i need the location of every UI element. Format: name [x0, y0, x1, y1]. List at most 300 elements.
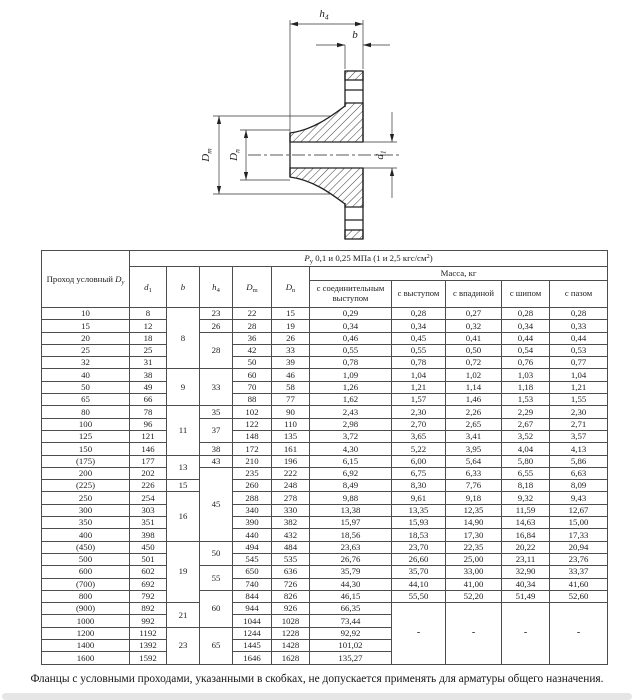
cell-d1: 177: [130, 455, 167, 467]
cell-dy: 1200: [42, 627, 130, 639]
cell-d1: 25: [130, 344, 167, 356]
cell-mass-conn: 0,55: [310, 344, 392, 356]
table-row: [42, 529, 608, 541]
cell-mass-ship: 32,90: [502, 566, 550, 578]
cell-h4: 26: [200, 320, 233, 332]
col-header-ship: с шипом: [502, 281, 550, 308]
cell-dy: (175): [42, 455, 130, 467]
cell-mass-ship: 9,32: [502, 492, 550, 504]
cell-mass-conn: 35,79: [310, 566, 392, 578]
cell-mass-ship: 11,59: [502, 504, 550, 516]
flange-rim-bottom: [345, 230, 363, 239]
cell-b: 19: [167, 541, 200, 602]
cell-dm: 50: [233, 357, 272, 369]
cell-dn: 19: [272, 320, 310, 332]
cell-dm: 148: [233, 430, 272, 442]
cell-mass-vystup: 35,70: [392, 566, 446, 578]
label-d1: $d_1$: [374, 150, 388, 160]
col-header-b: b: [167, 267, 200, 308]
arrow: [290, 22, 298, 26]
cell-dn: 636: [272, 566, 310, 578]
cell-dm: 235: [233, 467, 272, 479]
cell-mass-conn: 0,29: [310, 308, 392, 320]
cell-mass-vpadina: 1,14: [446, 381, 502, 393]
cell-dy: 10: [42, 308, 130, 320]
mass-header: Масса, кг: [310, 267, 608, 281]
cell-mass-vystup: 1,21: [392, 381, 446, 393]
cell-d1: 18: [130, 332, 167, 344]
cell-h4: 38: [200, 443, 233, 455]
cell-mass-conn: 18,56: [310, 529, 392, 541]
cell-mass-vystup: 0,28: [392, 308, 446, 320]
cell-dy: 250: [42, 492, 130, 504]
cell-mass-ship: 20,22: [502, 541, 550, 553]
cell-mass-vpadina: 0,27: [446, 308, 502, 320]
table-row: [42, 381, 608, 393]
cell-b: 9: [167, 369, 200, 406]
table-row: [42, 344, 608, 356]
cell-d1: 792: [130, 590, 167, 602]
cell-mass-ship: 1,18: [502, 381, 550, 393]
cell-mass-ship: 4,04: [502, 443, 550, 455]
cell-dn: 432: [272, 529, 310, 541]
cell-b: 8: [167, 308, 200, 369]
cell-mass-vystup: 0,78: [392, 357, 446, 369]
cell-mass-vpadina: -: [446, 603, 502, 664]
cell-d1: 66: [130, 394, 167, 406]
cell-mass-vpadina: 9,18: [446, 492, 502, 504]
cell-d1: 1392: [130, 640, 167, 652]
cell-mass-conn: 2,98: [310, 418, 392, 430]
cell-h4: 33: [200, 369, 233, 406]
arrow: [244, 172, 248, 180]
cell-d1: 226: [130, 480, 167, 492]
cell-mass-conn: 1,26: [310, 381, 392, 393]
cell-dm: 260: [233, 480, 272, 492]
cell-dn: 248: [272, 480, 310, 492]
cell-h4: 65: [200, 627, 233, 664]
cell-dy: 20: [42, 332, 130, 344]
cell-mass-vpadina: 2,26: [446, 406, 502, 418]
footnote: Фланцы с условными проходами, указанными в скобках, не допускается применять для арматуры общего назначения.: [30, 673, 604, 685]
cell-mass-paz: 17,33: [550, 529, 608, 541]
cell-dm: 28: [233, 320, 272, 332]
cell-d1: 450: [130, 541, 167, 553]
cell-d1: 692: [130, 578, 167, 590]
cell-d1: 8: [130, 308, 167, 320]
cell-mass-paz: 0,28: [550, 308, 608, 320]
cell-dy: 200: [42, 467, 130, 479]
cell-h4: 37: [200, 418, 233, 443]
cell-dy: 150: [42, 443, 130, 455]
col-header-dy: Проход условный $D_у$: [42, 251, 130, 308]
cell-mass-ship: 2,29: [502, 406, 550, 418]
cell-dy: 40: [42, 369, 130, 381]
cell-mass-vpadina: 0,72: [446, 357, 502, 369]
cell-mass-vpadina: 22,35: [446, 541, 502, 553]
cell-d1: 78: [130, 406, 167, 418]
cell-mass-paz: 2,71: [550, 418, 608, 430]
table-row: [42, 455, 608, 467]
cell-dm: 88: [233, 394, 272, 406]
arrow: [217, 186, 221, 194]
cell-mass-conn: 1,09: [310, 369, 392, 381]
cell-dm: 102: [233, 406, 272, 418]
flange-dimensions-table: [41, 250, 608, 665]
cell-mass-paz: 0,44: [550, 332, 608, 344]
cell-mass-conn: 0,34: [310, 320, 392, 332]
cell-dn: 726: [272, 578, 310, 590]
cell-dn: 58: [272, 381, 310, 393]
cell-b: 15: [167, 480, 200, 492]
table-row: [42, 553, 608, 565]
cell-mass-vpadina: 6,33: [446, 467, 502, 479]
cell-mass-conn: 66,35: [310, 603, 392, 615]
cell-dn: 382: [272, 517, 310, 529]
label-h4: $h_4$: [319, 8, 329, 22]
cell-dn: 90: [272, 406, 310, 418]
table-row: [42, 566, 608, 578]
page-bottom-shadow: [2, 693, 632, 700]
cell-dy: 1600: [42, 652, 130, 664]
cell-mass-conn: 0,78: [310, 357, 392, 369]
cell-mass-paz: 12,67: [550, 504, 608, 516]
cell-mass-vystup: 9,61: [392, 492, 446, 504]
cell-dn: 926: [272, 603, 310, 615]
cell-dn: 15: [272, 308, 310, 320]
cell-mass-conn: 92,92: [310, 627, 392, 639]
cell-mass-paz: 52,60: [550, 590, 608, 602]
cell-mass-vystup: 0,34: [392, 320, 446, 332]
arrow: [390, 134, 394, 142]
cell-mass-paz: 23,76: [550, 553, 608, 565]
cell-dm: 122: [233, 418, 272, 430]
table-row: [42, 369, 608, 381]
cell-dn: 278: [272, 492, 310, 504]
cell-dn: 484: [272, 541, 310, 553]
cell-h4: 35: [200, 406, 233, 418]
table-row: [42, 430, 608, 442]
cell-dm: 740: [233, 578, 272, 590]
cell-mass-vystup: 3,65: [392, 430, 446, 442]
cell-dy: 600: [42, 566, 130, 578]
cell-dm: 340: [233, 504, 272, 516]
cell-d1: 303: [130, 504, 167, 516]
cell-mass-vpadina: 25,00: [446, 553, 502, 565]
table-row: [42, 467, 608, 479]
cell-mass-vystup: 26,60: [392, 553, 446, 565]
table-row: [42, 603, 608, 615]
cell-mass-vpadina: 0,50: [446, 344, 502, 356]
cell-mass-conn: 101,02: [310, 640, 392, 652]
cell-mass-conn: 6,15: [310, 455, 392, 467]
cell-d1: 12: [130, 320, 167, 332]
cell-b: 21: [167, 603, 200, 628]
cell-dy: 15: [42, 320, 130, 332]
cell-b: 11: [167, 406, 200, 455]
flange-table-wrap: [41, 250, 608, 665]
cell-d1: 96: [130, 418, 167, 430]
cell-mass-paz: 0,77: [550, 357, 608, 369]
cell-mass-ship: 0,54: [502, 344, 550, 356]
cell-dm: 172: [233, 443, 272, 455]
cell-h4: 28: [200, 332, 233, 369]
cell-dy: 350: [42, 517, 130, 529]
arrow: [337, 43, 345, 47]
cell-mass-paz: 1,55: [550, 394, 608, 406]
cell-d1: 1192: [130, 627, 167, 639]
cell-dn: 135: [272, 430, 310, 442]
table-row: [42, 492, 608, 504]
cell-mass-paz: 20,94: [550, 541, 608, 553]
cell-mass-ship: 14,63: [502, 517, 550, 529]
flange-section-upper: [290, 103, 363, 142]
cell-dn: 1028: [272, 615, 310, 627]
cell-mass-ship: 23,11: [502, 553, 550, 565]
label-dn: $D_n$: [228, 149, 242, 161]
table-row: [42, 443, 608, 455]
cell-dy: 300: [42, 504, 130, 516]
cell-dm: 390: [233, 517, 272, 529]
cell-mass-conn: 23,63: [310, 541, 392, 553]
cell-d1: 1592: [130, 652, 167, 664]
cell-dy: (225): [42, 480, 130, 492]
table-row: [42, 541, 608, 553]
flange-section-lower: [290, 168, 363, 207]
cell-mass-conn: 9,88: [310, 492, 392, 504]
cell-mass-vystup: 1,57: [392, 394, 446, 406]
cell-dy: 80: [42, 406, 130, 418]
cell-dn: 826: [272, 590, 310, 602]
cell-mass-vpadina: 3,41: [446, 430, 502, 442]
cell-mass-paz: 1,04: [550, 369, 608, 381]
cell-mass-conn: 8,49: [310, 480, 392, 492]
table-body: [42, 308, 608, 665]
arrow: [355, 22, 363, 26]
cell-mass-vpadina: 17,30: [446, 529, 502, 541]
cell-mass-vpadina: 12,35: [446, 504, 502, 516]
cell-dy: 400: [42, 529, 130, 541]
cell-dy: 500: [42, 553, 130, 565]
cell-mass-ship: 51,49: [502, 590, 550, 602]
dim-b: [316, 45, 390, 69]
cell-mass-vystup: 6,75: [392, 467, 446, 479]
cell-mass-conn: 15,97: [310, 517, 392, 529]
arrow: [390, 168, 394, 176]
cell-dn: 330: [272, 504, 310, 516]
cell-d1: 49: [130, 381, 167, 393]
col-header-vystup: с выступом: [392, 281, 446, 308]
cell-mass-vpadina: 3,95: [446, 443, 502, 455]
cell-dn: 46: [272, 369, 310, 381]
cell-mass-vystup: 0,45: [392, 332, 446, 344]
col-header-dn: $D_n$: [272, 267, 310, 308]
cell-mass-paz: 3,57: [550, 430, 608, 442]
cell-dm: 944: [233, 603, 272, 615]
cell-dn: 1228: [272, 627, 310, 639]
cell-mass-conn: 44,30: [310, 578, 392, 590]
cell-mass-ship: 0,34: [502, 320, 550, 332]
cell-mass-ship: 2,67: [502, 418, 550, 430]
cell-h4: 50: [200, 541, 233, 566]
cell-d1: 351: [130, 517, 167, 529]
cell-dn: 1428: [272, 640, 310, 652]
cell-dm: 650: [233, 566, 272, 578]
cell-mass-vystup: 6,00: [392, 455, 446, 467]
cell-mass-vystup: 23,70: [392, 541, 446, 553]
cell-mass-paz: 0,33: [550, 320, 608, 332]
cell-dy: 32: [42, 357, 130, 369]
cell-mass-conn: 73,44: [310, 615, 392, 627]
cell-mass-vpadina: 2,65: [446, 418, 502, 430]
table-row: [42, 394, 608, 406]
cell-mass-conn: 26,76: [310, 553, 392, 565]
cell-dy: (450): [42, 541, 130, 553]
cell-dn: 39: [272, 357, 310, 369]
cell-dm: 440: [233, 529, 272, 541]
cell-mass-conn: 13,38: [310, 504, 392, 516]
cell-mass-ship: 3,52: [502, 430, 550, 442]
cell-mass-vystup: 2,30: [392, 406, 446, 418]
cell-dm: 210: [233, 455, 272, 467]
arrow: [363, 43, 371, 47]
cell-dn: 1628: [272, 652, 310, 664]
cell-mass-vpadina: 0,32: [446, 320, 502, 332]
cell-mass-paz: 0,53: [550, 344, 608, 356]
flange-cross-section: [100, 0, 540, 246]
cell-mass-vystup: 1,04: [392, 369, 446, 381]
cell-dm: 22: [233, 308, 272, 320]
table-row: [42, 308, 608, 320]
flange-drawing: [100, 0, 540, 246]
cell-dn: 161: [272, 443, 310, 455]
cell-h4: 45: [200, 467, 233, 541]
table-row: [42, 504, 608, 516]
arrow: [217, 116, 221, 124]
label-dm: $D_m$: [200, 148, 214, 162]
cell-d1: 992: [130, 615, 167, 627]
cell-dm: 70: [233, 381, 272, 393]
cell-mass-conn: 3,72: [310, 430, 392, 442]
cell-d1: 602: [130, 566, 167, 578]
cell-dy: 65: [42, 394, 130, 406]
cell-dy: 125: [42, 430, 130, 442]
cell-mass-conn: 6,92: [310, 467, 392, 479]
cell-dn: 110: [272, 418, 310, 430]
table-row: [42, 418, 608, 430]
cell-dn: 535: [272, 553, 310, 565]
col-header-h4: $h_4$: [200, 267, 233, 308]
cell-d1: 146: [130, 443, 167, 455]
flange-rim-top: [345, 71, 363, 80]
cell-d1: 254: [130, 492, 167, 504]
cell-dy: 50: [42, 381, 130, 393]
cell-dy: 1000: [42, 615, 130, 627]
cell-mass-conn: 46,15: [310, 590, 392, 602]
cell-mass-vpadina: 52,20: [446, 590, 502, 602]
cell-mass-paz: 41,60: [550, 578, 608, 590]
cell-mass-vystup: 18,53: [392, 529, 446, 541]
cell-h4: 60: [200, 590, 233, 627]
cell-mass-paz: 8,09: [550, 480, 608, 492]
col-header-dm: $D_m$: [233, 267, 272, 308]
table-row: [42, 517, 608, 529]
col-header-vpadina: с впадиной: [446, 281, 502, 308]
cell-dy: (900): [42, 603, 130, 615]
cell-dm: 1445: [233, 640, 272, 652]
cell-d1: 892: [130, 603, 167, 615]
cell-h4: 23: [200, 308, 233, 320]
cell-mass-vystup: 44,10: [392, 578, 446, 590]
cell-mass-vpadina: 41,00: [446, 578, 502, 590]
cell-mass-paz: 1,21: [550, 381, 608, 393]
cell-mass-vpadina: 33,00: [446, 566, 502, 578]
cell-mass-vpadina: 14,90: [446, 517, 502, 529]
cell-mass-conn: 4,30: [310, 443, 392, 455]
cell-mass-ship: 1,03: [502, 369, 550, 381]
cell-mass-conn: 2,43: [310, 406, 392, 418]
table-row: [42, 332, 608, 344]
cell-mass-conn: 1,62: [310, 394, 392, 406]
cell-dn: 26: [272, 332, 310, 344]
col-header-conn: с соединительным выступом: [310, 281, 392, 308]
cell-mass-vystup: -: [392, 603, 446, 664]
cell-mass-paz: 4,13: [550, 443, 608, 455]
table-row: [42, 578, 608, 590]
cell-dy: 1400: [42, 640, 130, 652]
cell-mass-ship: 1,53: [502, 394, 550, 406]
cell-mass-paz: 5,86: [550, 455, 608, 467]
pressure-header: $P_у$ 0,1 и 0,25 МПа (1 и 2,5 кгс/$см^2$): [130, 251, 608, 267]
cell-mass-vpadina: 7,76: [446, 480, 502, 492]
cell-d1: 501: [130, 553, 167, 565]
cell-mass-ship: 40,34: [502, 578, 550, 590]
cell-mass-ship: 0,28: [502, 308, 550, 320]
cell-dm: 1244: [233, 627, 272, 639]
cell-mass-vpadina: 1,02: [446, 369, 502, 381]
cell-mass-paz: 6,63: [550, 467, 608, 479]
cell-dy: 800: [42, 590, 130, 602]
cell-mass-vpadina: 5,64: [446, 455, 502, 467]
table-row: [42, 357, 608, 369]
cell-mass-vystup: 8,30: [392, 480, 446, 492]
table-row: [42, 320, 608, 332]
cell-mass-vystup: 2,70: [392, 418, 446, 430]
cell-d1: 202: [130, 467, 167, 479]
cell-dn: 222: [272, 467, 310, 479]
cell-b: 13: [167, 455, 200, 480]
cell-mass-ship: -: [502, 603, 550, 664]
cell-mass-vystup: 5,22: [392, 443, 446, 455]
cell-mass-vystup: 0,55: [392, 344, 446, 356]
cell-dm: 36: [233, 332, 272, 344]
cell-mass-ship: 0,44: [502, 332, 550, 344]
col-header-paz: с пазом: [550, 281, 608, 308]
cell-b: 16: [167, 492, 200, 541]
cell-dm: 60: [233, 369, 272, 381]
arrow: [244, 130, 248, 138]
col-header-d1: $d_1$: [130, 267, 167, 308]
cell-mass-vystup: 13,35: [392, 504, 446, 516]
cell-d1: 121: [130, 430, 167, 442]
cell-dm: 42: [233, 344, 272, 356]
table-row: [42, 590, 608, 602]
cell-dm: 1646: [233, 652, 272, 664]
cell-dm: 494: [233, 541, 272, 553]
cell-dn: 33: [272, 344, 310, 356]
cell-h4: 55: [200, 566, 233, 591]
cell-dm: 844: [233, 590, 272, 602]
